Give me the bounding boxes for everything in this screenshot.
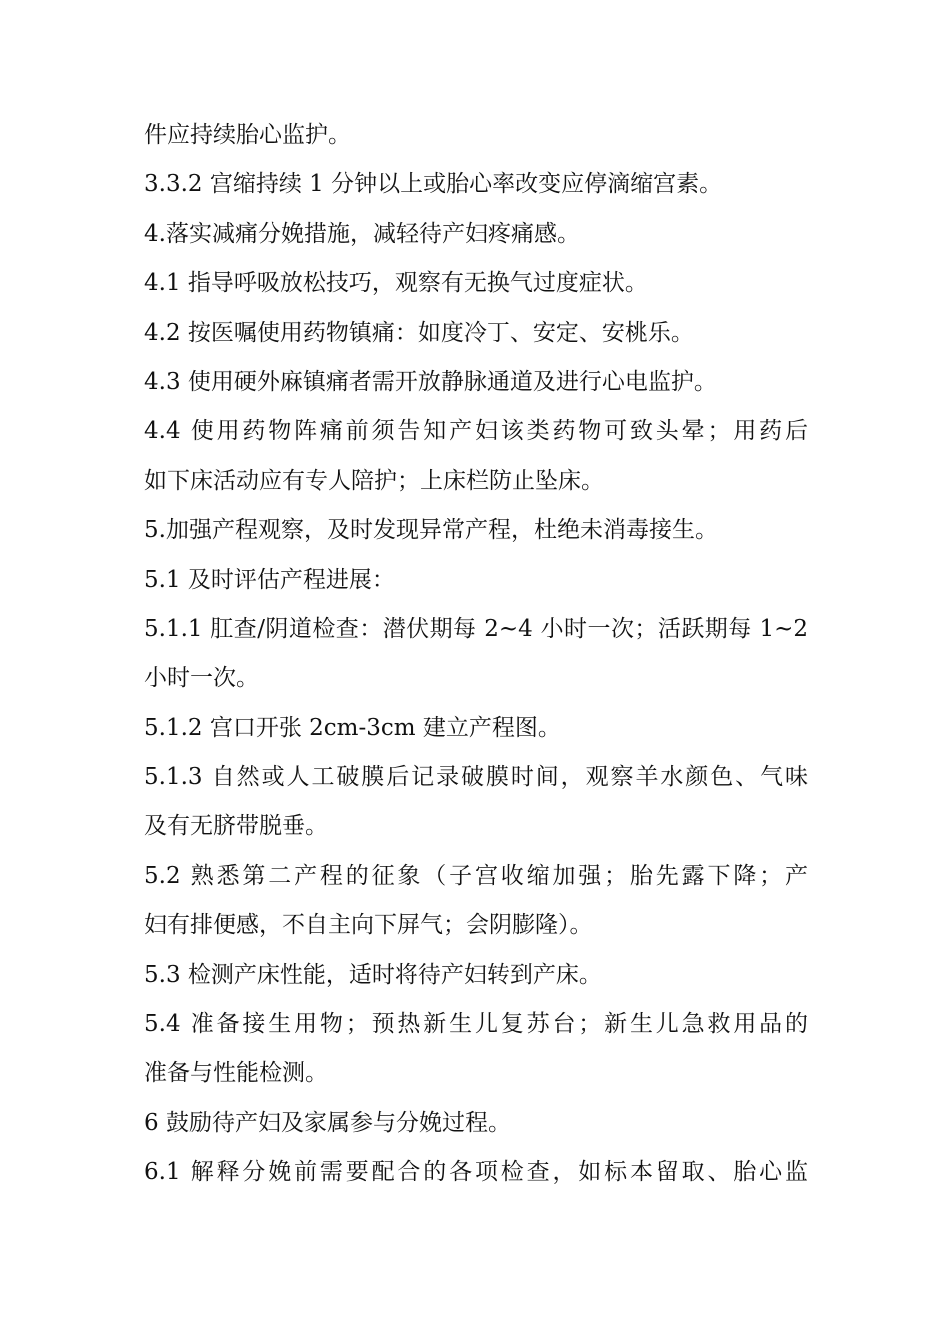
text-line: 6.1 解释分娩前需要配合的各项检查，如标本留取、胎心监 [144,1159,808,1186]
text-line: 5.1.1 肛查/阴道检查：潜伏期每 2~4 小时一次；活跃期每 1~2 [144,615,808,642]
text-line: 件应持续胎心监护。 [144,122,351,148]
text-line: 5.3 检测产床性能，适时将待产妇转到产床。 [144,961,602,988]
text-line: 4.2 按医嘱使用药物镇痛：如度冷丁、安定、安桃乐。 [144,319,694,346]
text-line: 4.落实减痛分娩措施，减轻待产妇疼痛感。 [144,220,580,247]
text-line: 6 鼓励待产妇及家属参与分娩过程。 [144,1109,511,1136]
text-line: 5.1.2 宫口开张 2cm-3cm 建立产程图。 [144,714,561,741]
text-line: 4.3 使用硬外麻镇痛者需开放静脉通道及进行心电监护。 [144,368,717,395]
text-line: 准备与性能检测。 [144,1060,328,1087]
text-line: 及有无脐带脱垂。 [144,813,328,840]
text-line: 4.4 使用药物阵痛前须告知产妇该类药物可致头晕；用药后 [144,418,808,445]
text-line: 如下床活动应有专人陪护；上床栏防止坠床。 [144,467,604,494]
document-body [144,111,808,1198]
text-line: 小时一次。 [144,665,259,692]
text-line: 5.4 准备接生用物；预热新生儿复苏台；新生儿急救用品的 [144,1011,808,1038]
text-line: 5.加强产程观察，及时发现异常产程，杜绝未消毒接生。 [144,517,718,544]
text-line: 4.1 指导呼吸放松技巧，观察有无换气过度症状。 [144,270,648,297]
text-line: 5.2 熟悉第二产程的征象（子宫收缩加强；胎先露下降；产 [144,862,808,889]
text-line: 妇有排便感，不自主向下屏气；会阴膨隆）。 [144,912,593,939]
text-line: 5.1.3 自然或人工破膜后记录破膜时间，观察羊水颜色、气味 [144,764,808,791]
text-line: 5.1 及时评估产程进展： [144,566,395,593]
text-line: 3.3.2 宫缩持续 1 分钟以上或胎心率改变应停滴缩宫素。 [144,171,723,198]
